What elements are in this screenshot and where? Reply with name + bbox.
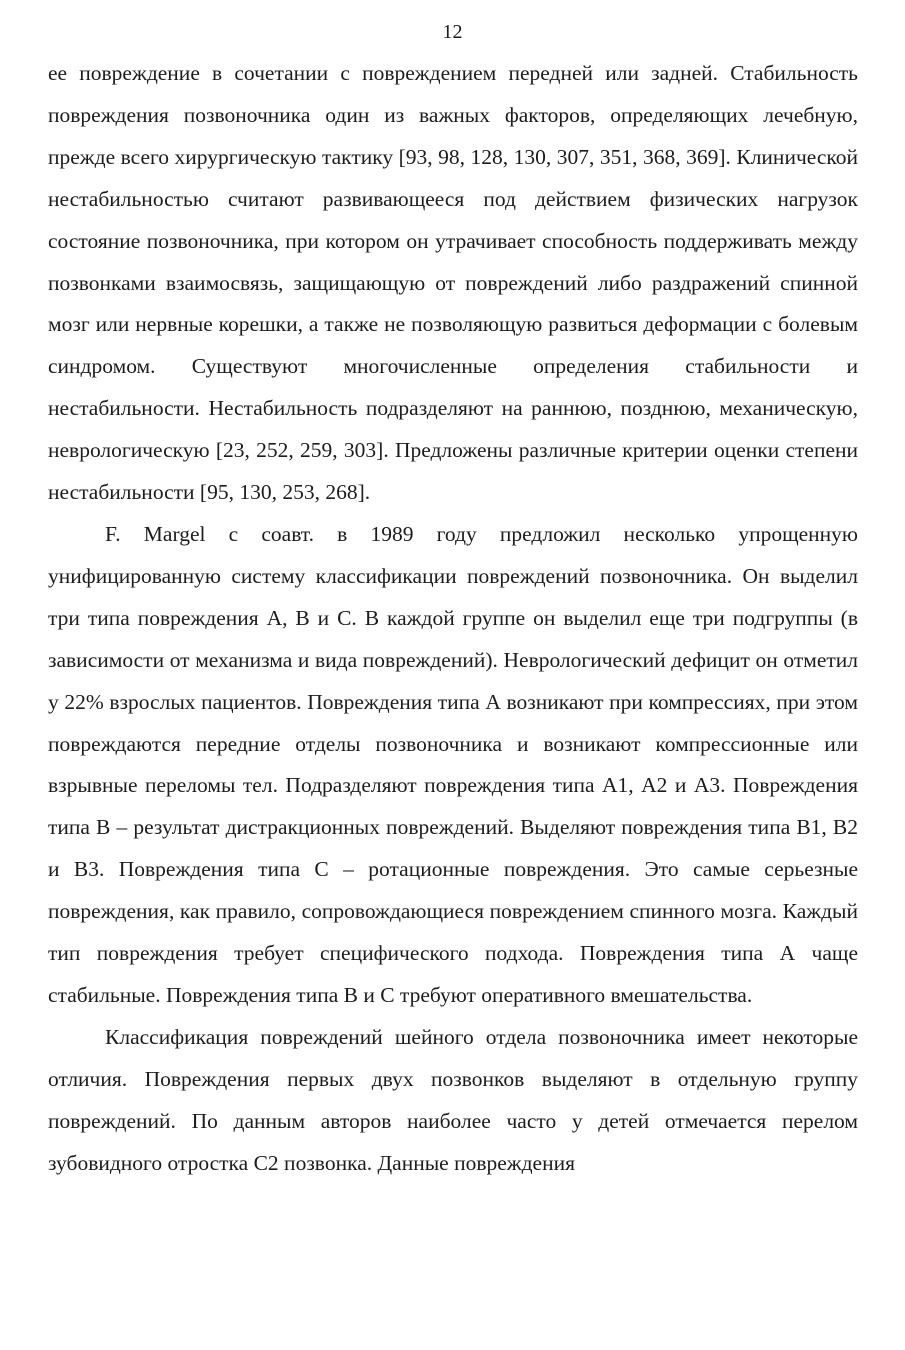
paragraph-stability: ее повреждение в сочетании с повреждением передней или задней. Стабильность повреждения позвоночника один из важных факторов, определяющих лечебную, прежде всего хирургическую тактику [93, 98, 128, 130, 307, 351, 368, 369]. Клинической нестабильностью считают развивающееся под действием физических нагрузок состояние позвоночника, при котором он утрачивает способность поддерживать между позвонками взаимосвязь, защищающую от повреждений либо раздражений спинной мозг или нервные корешки, а также не позволяющую развиться деформации с болевым синдромом. Существуют многочисленные определения стабильности и нестабильности. Нестабильность подразделяют на раннюю, позднюю, механическую, неврологическую [23, 252, 259, 303]. Предложены различные критерии оценки степени нестабильности [95, 130, 253, 268].: [48, 61, 858, 505]
page-number: 12: [442, 21, 463, 43]
paragraph-cervical-classification: Классификация повреждений шейного отдела позвоночника имеет некоторые отличия. Повреждения первых двух позвонков выделяют в отдельную группу повреждений. По данным авторов наиболее часто у детей отмечается перелом зубовидного отростка С2 позвонка. Данные повреждения: [48, 1024, 858, 1175]
paragraph-margel-classification: F. Margel с соавт. в 1989 году предложил несколько упрощенную унифицированную систему классификации повреждений позвоночника. Он выделил три типа повреждения А, В и С. В каждой группе он выделил еще три подгруппы (в зависимости от механизма и вида повреждений). Неврологический дефицит он отметил у 22% взрослых пациентов. Повреждения типа А возникают при компрессиях, при этом повреждаются передние отделы позвоночника и возникают компрессионные или взрывные переломы тел. Подразделяют повреждения типа А1, А2 и А3. Повреждения типа В – результат дистракционных повреждений. Выделяют повреждения типа В1, В2 и В3. Повреждения типа С – ротационные повреждения. Это самые серьезные повреждения, как правило, сопровождающиеся повреждением спинного мозга. Каждый тип повреждения требует специфического подхода. Повреждения типа А чаще стабильные. Повреждения типа В и С требуют оперативного вмешательства.: [48, 521, 858, 1007]
document-body: [48, 53, 858, 1184]
